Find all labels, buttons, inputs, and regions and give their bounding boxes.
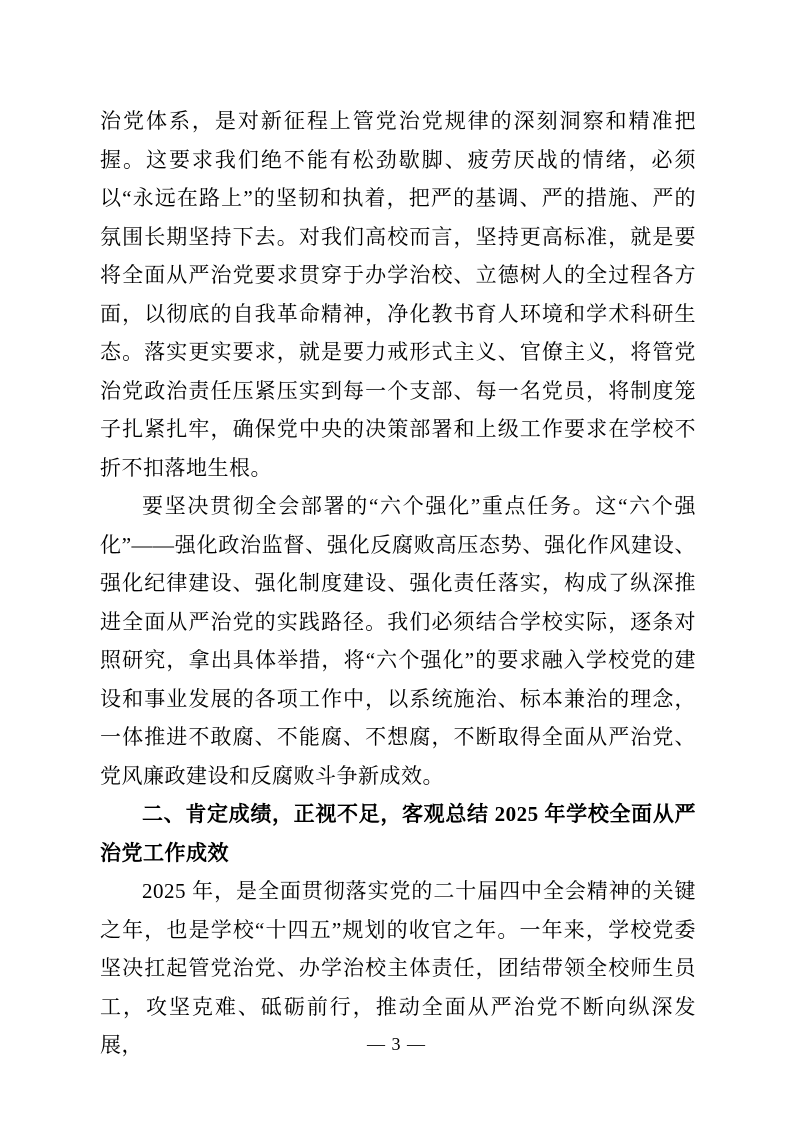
paragraph: 2025 年，是全面贯彻落实党的二十届四中全会精神的关键之年，也是学校“十四五”规划的收官之年。一年来，学校党委坚决扛起管党治党、办学治校主体责任，团结带领全校师生员工，攻坚克难、砥砺前行，推动全面从严治党不断向纵深发展， — [100, 879, 696, 1057]
page-number: — 3 — — [367, 1034, 426, 1054]
paragraph-continuation: 治党体系，是对新征程上管党治党规律的深刻洞察和精准把握。这要求我们绝不能有松劲歇脚、疲劳厌战的情绪，必须以“永远在路上”的坚韧和执着，把严的基调、严的措施、严的氛围长期坚持下去。对我们高校而言，坚持更高标准，就是要将全面从严治党要求贯穿于办学治校、立德树人的全过程各方面，以彻底的自我革命精神，净化教书育人环境和学术科研生态。落实更实要求，就是要力戒形式主义、官僚主义，将管党治党政治责任压紧压实到每一个支部、每一名党员，将制度笼子扎紧扎牢，确保党中央的决策部署和上级工作要求在学校不折不扣落地生根。 — [100, 109, 696, 480]
document-body — [100, 102, 696, 1065]
section-heading: 二、肯定成绩，正视不足，客观总结 2025 年学校全面从严治党工作成效 — [100, 802, 696, 865]
paragraph: 要坚决贯彻全会部署的“六个强化”重点任务。这“六个强化”——强化政治监督、强化反腐败高压态势、强化作风建设、强化纪律建设、强化制度建设、强化责任落实，构成了纵深推进全面从严治党的实践路径。我们必须结合学校实际，逐条对照研究，拿出具体举措，将“六个强化”的要求融入学校党的建设和事业发展的各项工作中，以系统施治、标本兼治的理念，一体推进不敢腐、不能腐、不想腐，不断取得全面从严治党、党风廉政建设和反腐败斗争新成效。 — [100, 494, 696, 788]
